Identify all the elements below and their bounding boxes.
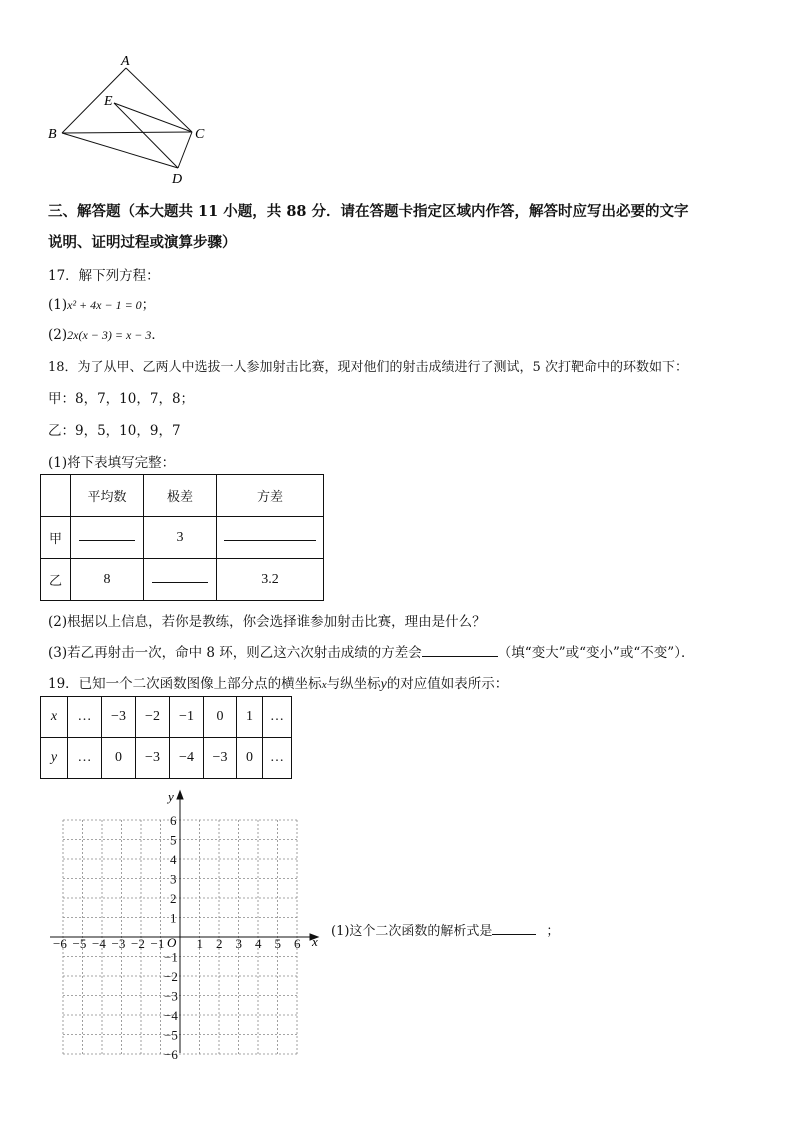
y-tick-label: 2: [170, 891, 177, 906]
x-tick-label: −4: [92, 936, 106, 951]
q17-part2-equation: 2x(x − 3) = x − 3: [67, 328, 152, 342]
q19-stem-text3: 的对应值如表所示：: [386, 676, 509, 692]
point-b-label: B: [48, 127, 57, 142]
table-cell: −3: [102, 697, 136, 738]
y-tick-label: −2: [164, 969, 178, 984]
section-heading-line1: 三、解答题（本大题共 11 小题，共 88 分．请在答题卡指定区域内作答，解答时应写出必要的文字: [48, 203, 689, 220]
answer-blank[interactable]: [224, 540, 316, 541]
q17-part1-equation: x² + 4x − 1 = 0: [67, 298, 142, 312]
q18-part2: (2)根据以上信息，若你是教练，你会选择谁参加射击比赛，理由是什么？: [48, 614, 486, 630]
y-tick-label: −1: [164, 949, 178, 965]
table-cell: …: [68, 738, 102, 779]
y-axis-label: y: [168, 789, 174, 804]
q18-part3: [48, 641, 694, 661]
y-tick-label: −6: [164, 1047, 178, 1062]
table-header-empty: [41, 475, 71, 517]
section-heading-line2: 说明、证明过程或演算步骤）: [48, 234, 237, 251]
x-tick-label: 1: [196, 936, 203, 951]
x-tick-label: 6: [294, 936, 301, 951]
q19-stem: [48, 672, 508, 693]
q18-stats-table: [40, 474, 324, 601]
x-tick-label: 2: [216, 936, 223, 951]
y-tick-label: −5: [164, 1027, 178, 1043]
point-d-label: D: [172, 172, 183, 187]
y-tick-label: 4: [170, 852, 177, 867]
q17-part1-end: ；: [141, 297, 156, 313]
q19-x-symbol: x: [321, 679, 327, 691]
point-c-label: C: [195, 127, 205, 142]
y-tick-label: 3: [170, 871, 177, 887]
q19-stem-text: 19．已知一个二次函数图像上部分点的横坐标: [48, 676, 322, 692]
q19-part1-text: (1)这个二次函数的解析式是: [331, 924, 493, 939]
x-tick-label: 4: [255, 936, 262, 951]
table-cell: 1: [237, 697, 263, 738]
table-cell: …: [263, 697, 292, 738]
table-cell: …: [263, 738, 292, 779]
q18-part3-text: (3)若乙再射击一次，命中 8 环，则乙这六次射击成绩的方差会: [48, 645, 422, 661]
table-cell: 0: [237, 738, 263, 779]
table-cell: −1: [170, 697, 204, 738]
table-cell: 3: [144, 517, 217, 559]
y-tick-label: 6: [170, 813, 177, 828]
table-cell: 3.2: [217, 559, 324, 601]
table-cell: 0: [204, 697, 237, 738]
q17-part1: [48, 293, 155, 313]
q19-part1: [331, 920, 559, 939]
point-a-label: A: [121, 54, 130, 69]
q17-part2-num: (2): [48, 327, 68, 343]
q18-jia-scores: 甲：8，7，10，7，8；: [48, 391, 195, 407]
table-cell: −4: [170, 738, 204, 779]
origin-label: O: [167, 935, 177, 950]
q19-stem-text2: 与纵坐标: [326, 676, 381, 692]
y-tick-label: −4: [164, 1008, 178, 1023]
q19-y-symbol: y: [380, 677, 387, 692]
q17-part1-num: (1): [48, 297, 68, 313]
x-tick-label: −2: [131, 936, 145, 951]
coordinate-grid: [40, 785, 330, 1065]
table-cell: −3: [136, 738, 170, 779]
q18-stem: 18．为了从甲、乙两人中选拔一人参加射击比赛，现对他们的射击成绩进行了测试，5 次打靶命中的环数如下：: [48, 360, 688, 375]
x-tick-label: 5: [274, 936, 281, 951]
table-cell: 0: [102, 738, 136, 779]
y-tick-label: 1: [170, 910, 177, 926]
table-cell-blank[interactable]: [71, 517, 144, 559]
table-cell: −3: [204, 738, 237, 779]
q19-part1-end: ；: [546, 924, 560, 939]
x-tick-label: −3: [111, 936, 126, 951]
q17-part2: [48, 323, 165, 343]
x-tick-label: −1: [150, 936, 165, 951]
table-row-name: 乙: [41, 559, 71, 601]
x-tick-label: −5: [72, 936, 87, 951]
q18-part3-hint: （填“变大”或“变小”或“不变”）．: [497, 645, 695, 661]
x-tick-label: 3: [235, 936, 242, 951]
table-x-label: x: [41, 697, 68, 738]
point-e-label: E: [104, 94, 113, 109]
table-cell-blank[interactable]: [217, 517, 324, 559]
x-tick-label: −6: [53, 936, 67, 951]
y-tick-label: −3: [164, 988, 178, 1004]
y-tick-label: 5: [170, 832, 177, 848]
q17-stem: 17．解下列方程：: [48, 268, 160, 284]
table-header-mean: 平均数: [71, 475, 144, 517]
q18-part1: (1)将下表填写完整：: [48, 455, 176, 471]
table-cell: −2: [136, 697, 170, 738]
table-cell: 8: [71, 559, 144, 601]
table-row-name: 甲: [41, 517, 71, 559]
table-cell-blank[interactable]: [144, 559, 217, 601]
triangle-figure: [40, 50, 220, 190]
answer-blank[interactable]: [152, 582, 208, 583]
table-y-label: y: [41, 738, 68, 779]
table-cell: …: [68, 697, 102, 738]
q18-yi-scores: 乙：9，5，10，9，7: [48, 423, 181, 439]
table-header-variance: 方差: [217, 475, 324, 517]
x-axis-label: x: [312, 934, 318, 949]
q17-part2-end: ．: [151, 327, 165, 343]
answer-blank[interactable]: [492, 934, 536, 935]
table-header-range: 极差: [144, 475, 217, 517]
answer-blank[interactable]: [422, 656, 498, 657]
q19-xy-table: [40, 696, 292, 779]
answer-blank[interactable]: [79, 540, 135, 541]
